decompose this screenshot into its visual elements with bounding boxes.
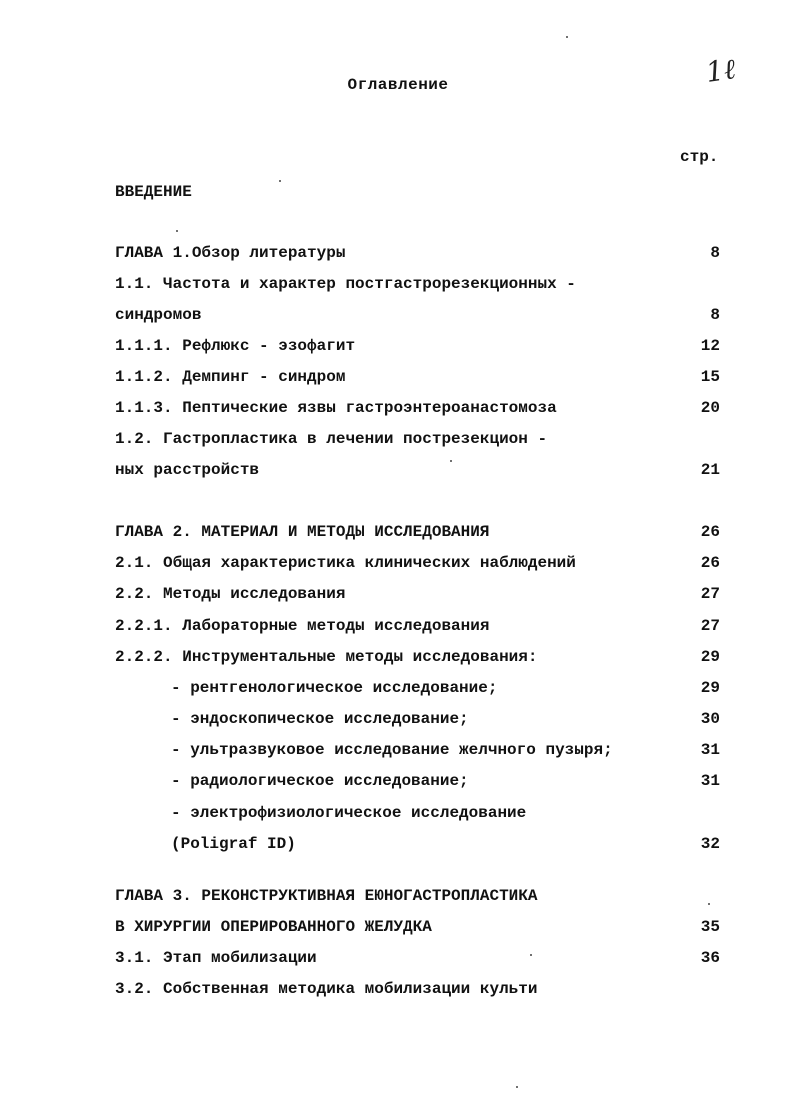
toc-entry-text: 1.1.1. Рефлюкс - эзофагит	[115, 337, 356, 355]
toc-entry-text: ВВЕДЕНИЕ	[115, 183, 192, 201]
toc-entry-text: 3.2. Собственная методика мобилизации культи	[115, 980, 538, 998]
toc-entry-page: 26	[700, 554, 720, 572]
toc-entry-page: 31	[700, 772, 720, 790]
toc-entry-text: 1.1.2. Демпинг - синдром	[115, 368, 346, 386]
toc-entry-introduction	[115, 180, 720, 204]
toc-entry-chapter-2	[115, 520, 720, 544]
toc-entry-page: 26	[700, 523, 720, 541]
toc-entry-text: - ультразвуковое исследование желчного пузыря;	[171, 741, 613, 759]
toc-entry-text: 3.1. Этап мобилизации	[115, 949, 317, 967]
toc-entry-1-1-3	[115, 396, 720, 420]
toc-entry-chapter-3	[115, 884, 720, 908]
toc-entry-page: 31	[700, 741, 720, 759]
toc-entry-1-1-2	[115, 365, 720, 389]
toc-entry-1-2-cont	[115, 458, 720, 482]
toc-entry-page: 20	[700, 399, 720, 417]
toc-entry-page: 12	[700, 337, 720, 355]
toc-entry-page: 29	[700, 648, 720, 666]
toc-entry-1-2	[115, 427, 720, 451]
toc-entry-1-1-cont	[115, 303, 720, 327]
toc-entry-electrophysiology	[115, 801, 720, 825]
toc-entry-radiology	[115, 769, 720, 793]
toc-entry-text: 2.2.1. Лабораторные методы исследования	[115, 617, 490, 635]
toc-entry-text: ГЛАВА 2. МАТЕРИАЛ И МЕТОДЫ ИССЛЕДОВАНИЯ	[115, 523, 490, 541]
toc-entry-2-2	[115, 582, 720, 606]
toc-entry-page: 29	[700, 679, 720, 697]
toc-entry-text: 2.1. Общая характеристика клинических наблюдений	[115, 554, 576, 572]
toc-entry-page: 8	[710, 244, 720, 262]
toc-entry-page: 36	[700, 949, 720, 967]
toc-entry-endoscopy	[115, 707, 720, 731]
scan-speck	[176, 230, 178, 232]
toc-entry-page: 35	[700, 918, 720, 936]
toc-entry-3-1	[115, 946, 720, 970]
toc-entry-text: 1.1. Частота и характер постгастрорезекционных -	[115, 275, 576, 293]
toc-entry-3-2	[115, 977, 720, 1001]
toc-entry-xray	[115, 676, 720, 700]
toc-entry-text: синдромов	[115, 306, 202, 324]
toc-entry-page: 15	[700, 368, 720, 386]
toc-entry-1-1-1	[115, 334, 720, 358]
toc-entry-text: (Poligraf ID)	[171, 835, 296, 853]
toc-entry-page: 30	[700, 710, 720, 728]
page-column-header: стр.	[680, 148, 719, 166]
scan-speck	[530, 954, 532, 956]
toc-entry-chapter-3-cont	[115, 915, 720, 939]
toc-entry-chapter-1	[115, 241, 720, 265]
toc-entry-text: В ХИРУРГИИ ОПЕРИРОВАННОГО ЖЕЛУДКА	[115, 918, 432, 936]
toc-entry-1-1	[115, 272, 720, 296]
toc-entry-text: ных расстройств	[115, 461, 260, 479]
toc-entry-page: 32	[700, 835, 720, 853]
toc-entry-text: - электрофизиологическое исследование	[171, 804, 527, 822]
toc-entry-page: 27	[700, 617, 720, 635]
scan-speck	[566, 36, 568, 38]
toc-entry-2-1	[115, 551, 720, 575]
scan-speck	[450, 460, 452, 462]
scan-speck	[279, 180, 281, 182]
toc-entry-text: 1.2. Гастропластика в лечении пострезекцион -	[115, 430, 548, 448]
toc-entry-text: 2.2.2. Инструментальные методы исследования:	[115, 648, 538, 666]
toc-entry-text: - рентгенологическое исследование;	[171, 679, 498, 697]
toc-entry-text: ГЛАВА 3. РЕКОНСТРУКТИВНАЯ ЕЮНОГАСТРОПЛАСТИКА	[115, 887, 538, 905]
toc-entry-text: - радиологическое исследование;	[171, 772, 469, 790]
toc-entry-2-2-2	[115, 645, 720, 669]
toc-entry-text: 1.1.3. Пептические язвы гастроэнтероанастомоза	[115, 399, 557, 417]
toc-entry-electrophysiology-cont	[115, 832, 720, 856]
toc-entry-page: 21	[700, 461, 720, 479]
toc-entry-page: 27	[700, 585, 720, 603]
scan-speck	[708, 903, 710, 905]
toc-entry-text: 2.2. Методы исследования	[115, 585, 346, 603]
page-title: Оглавление	[347, 76, 449, 94]
toc-entry-2-2-1	[115, 614, 720, 638]
toc-entry-text: - эндоскопическое исследование;	[171, 710, 469, 728]
handwritten-page-mark: 1ℓ	[703, 52, 738, 89]
scan-speck	[516, 1086, 518, 1088]
toc-entry-page: 8	[710, 306, 720, 324]
toc-entry-ultrasound	[115, 738, 720, 762]
toc-entry-text: ГЛАВА 1.Обзор литературы	[115, 244, 346, 262]
